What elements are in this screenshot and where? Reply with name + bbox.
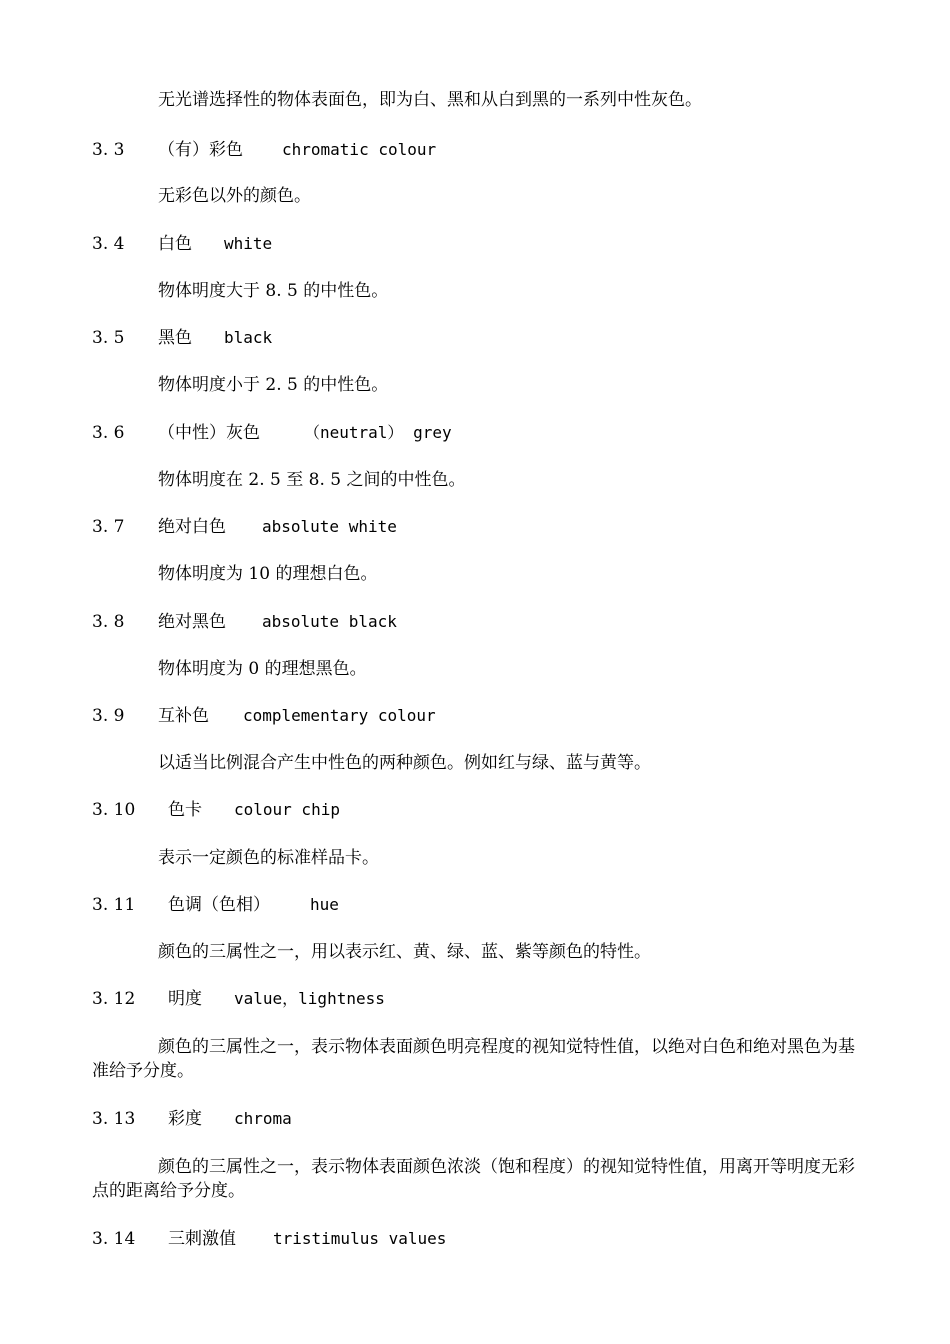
entry-term-en: hue [310, 895, 339, 914]
entry-number: 3. 10 [92, 800, 136, 820]
entry-definition: 颜色的三属性之一，用以表示红、黄、绿、蓝、紫等颜色的特性。 [158, 942, 651, 962]
entry-term-en: colour chip [234, 800, 340, 819]
entry-number: 3. 11 [92, 895, 136, 915]
entry-definition: 无彩色以外的颜色。 [158, 186, 311, 206]
entry-heading [0, 1108, 950, 1130]
entry-definition: 物体明度在 2. 5 至 8. 5 之间的中性色。 [158, 470, 466, 490]
entry-definition: 物体明度为 10 的理想白色。 [158, 564, 378, 584]
entry-number: 3. 9 [92, 706, 125, 726]
entry-heading [0, 139, 950, 161]
entry-term-cn: 彩度 [168, 1109, 202, 1129]
entry-term-en: white [224, 234, 273, 253]
entry-term-cn: （中性）灰色 [158, 423, 260, 443]
entry-term-cn: 绝对白色 [158, 517, 226, 537]
entry-term-cn: 白色 [158, 234, 192, 254]
entry-term-en: absolute black [262, 612, 397, 631]
entry-definition: 颜色的三属性之一，表示物体表面颜色明亮程度的视知觉特性值，以绝对白色和绝对黑色为基准给予分度。 [92, 1037, 855, 1081]
entry-heading [0, 799, 950, 821]
intro-paragraph: 无光谱选择性的物体表面色，即为白、黑和从白到黑的一系列中性灰色。 [158, 90, 702, 110]
entry-definition: 物体明度小于 2. 5 的中性色。 [158, 375, 389, 395]
entry-number: 3. 5 [92, 328, 125, 348]
entry-term-en: black [224, 328, 273, 347]
entry-definition: 表示一定颜色的标准样品卡。 [158, 848, 379, 868]
entry-heading [0, 422, 950, 444]
entry-term-cn: 色卡 [168, 800, 202, 820]
entry-term-cn: 明度 [168, 989, 202, 1009]
entry-term-cn: 绝对黑色 [158, 612, 226, 632]
entry-term-cn: （有）彩色 [158, 140, 243, 160]
entry-term-en: absolute white [262, 517, 397, 536]
entry-heading [0, 516, 950, 538]
entry-definition: 物体明度为 0 的理想黑色。 [158, 659, 367, 679]
entry-definition: 颜色的三属性之一，表示物体表面颜色浓淡（饱和程度）的视知觉特性值，用离开等明度无彩点的距离给予分度。 [92, 1157, 855, 1201]
entry-definition: 以适当比例混合产生中性色的两种颜色。例如红与绿、蓝与黄等。 [158, 753, 651, 773]
entry-number: 3. 4 [92, 234, 125, 254]
entry-heading [0, 988, 950, 1010]
entry-heading [0, 233, 950, 255]
entry-heading [0, 705, 950, 727]
entry-number: 3. 7 [92, 517, 125, 537]
entry-term-cn: 色调（色相） [168, 895, 270, 915]
entry-term-en: （neutral） grey [304, 423, 452, 442]
entry-heading [0, 894, 950, 916]
entry-term-en: tristimulus values [273, 1229, 447, 1248]
entry-term-en: complementary colour [243, 706, 436, 725]
entry-definition: 物体明度大于 8. 5 的中性色。 [158, 281, 389, 301]
entry-number: 3. 8 [92, 612, 125, 632]
entry-heading [0, 1228, 950, 1250]
entry-number: 3. 13 [92, 1109, 136, 1129]
entry-heading [0, 327, 950, 349]
entry-number: 3. 6 [92, 423, 125, 443]
entry-term-cn: 黑色 [158, 328, 192, 348]
entry-term-en: value，lightness [234, 989, 385, 1008]
entry-number: 3. 14 [92, 1229, 136, 1249]
entry-term-en: chroma [234, 1109, 292, 1128]
entry-number: 3. 12 [92, 989, 136, 1009]
entry-heading [0, 611, 950, 633]
entry-term-en: chromatic colour [282, 140, 437, 159]
entry-term-cn: 三刺激值 [168, 1229, 236, 1249]
entry-term-cn: 互补色 [158, 706, 209, 726]
entry-number: 3. 3 [92, 140, 125, 160]
